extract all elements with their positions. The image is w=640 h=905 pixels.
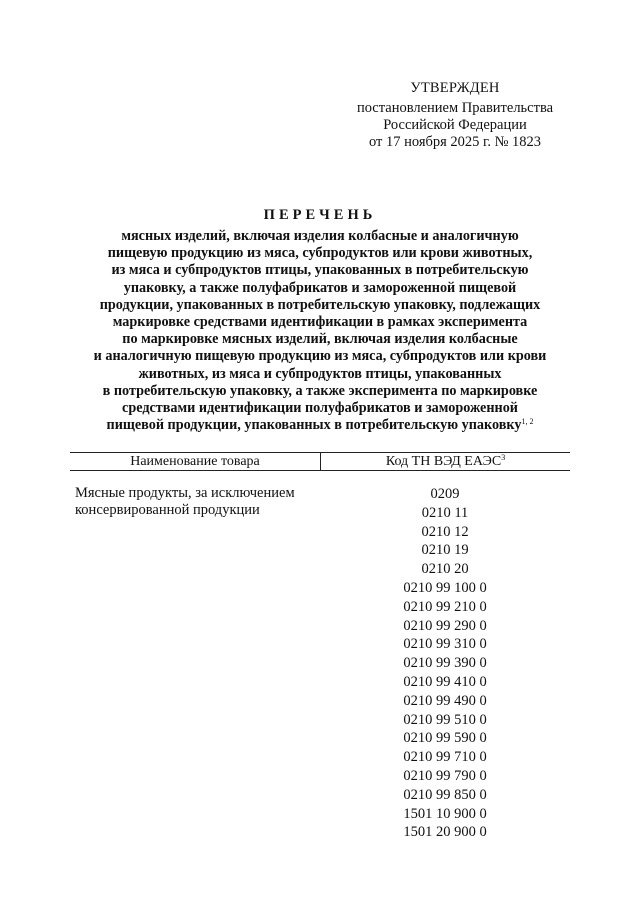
subtitle-line: и аналогичную пищевую продукцию из мяса, субпродуктов или крови xyxy=(93,348,547,365)
header-code-cell xyxy=(321,453,570,470)
approval-line-1: постановлением Правительства xyxy=(356,100,554,116)
subtitle-line: по маркировке мясных изделий, включая изделия колбасные xyxy=(122,331,518,348)
code-item: 0210 99 290 0 xyxy=(403,617,487,634)
code-item: 0210 99 490 0 xyxy=(403,692,487,709)
code-item: 0210 19 xyxy=(421,542,469,559)
subtitle-line: в потребительскую упаковку, а также эксперимента по маркировке xyxy=(102,382,538,399)
code-item: 0209 xyxy=(430,486,460,502)
header-code: Код ТН ВЭД ЕАЭС xyxy=(385,454,502,469)
product-name-line: консервированной продукции xyxy=(75,502,260,518)
code-item: 0210 20 xyxy=(421,561,469,578)
table-row-product-name xyxy=(75,485,325,519)
approval-stamp: УТВЕРЖДЕН xyxy=(410,80,500,96)
subtitle-line: из мяса и субпродуктов птицы, упакованных в потребительскую xyxy=(111,262,529,279)
code-item: 0210 99 210 0 xyxy=(403,598,487,615)
subtitle-line: пищевую продукцию из мяса, субпродуктов или крови животных, xyxy=(107,245,533,262)
subtitle-footnote-ref: 1, 2 xyxy=(521,417,534,427)
code-item: 0210 99 390 0 xyxy=(403,655,487,672)
subtitle-line: маркировке средствами идентификации в рамках эксперимента xyxy=(112,314,528,331)
header-product-name: Наименование товара xyxy=(70,453,321,470)
subtitle-line-last xyxy=(62,417,578,434)
table-row-code-list xyxy=(330,485,560,842)
table-header xyxy=(70,452,570,471)
code-item: 1501 10 900 0 xyxy=(403,805,487,822)
approval-line-2: Российской Федерации xyxy=(383,117,527,133)
product-name-line: Мясные продукты, за исключением xyxy=(75,485,295,501)
code-item: 0210 99 410 0 xyxy=(403,673,487,690)
code-item: 0210 99 590 0 xyxy=(403,730,487,747)
code-item: 0210 99 310 0 xyxy=(403,636,487,653)
header-code-footnote-ref: 3 xyxy=(501,453,506,462)
subtitle-line: средствами идентификации полуфабрикатов и замороженной xyxy=(122,400,518,417)
subtitle-line: продукции, упакованных в потребительскую упаковку, подлежащих xyxy=(99,296,541,313)
approval-line-3: от 17 ноября 2025 г. № 1823 xyxy=(368,134,542,150)
code-item: 0210 12 xyxy=(421,523,469,540)
subtitle-line: упаковку, а также полуфабрикатов и замороженной пищевой xyxy=(123,279,517,296)
code-item: 0210 99 710 0 xyxy=(403,749,487,766)
subtitle-line: животных, из мяса и субпродуктов птицы, упакованных xyxy=(138,365,502,382)
code-item: 0210 99 850 0 xyxy=(403,786,487,803)
code-item: 0210 99 790 0 xyxy=(403,767,487,784)
document-subtitle xyxy=(62,228,578,434)
code-item: 0210 11 xyxy=(421,504,469,521)
document-title: ПЕРЕЧЕНЬ xyxy=(263,207,377,223)
code-item: 1501 20 900 0 xyxy=(403,824,487,841)
subtitle-line: мясных изделий, включая изделия колбасные и аналогичную xyxy=(121,228,519,244)
approval-block xyxy=(345,80,565,151)
subtitle-line-text: пищевой продукции, упакованных в потребительскую упаковку xyxy=(106,417,522,434)
code-item: 0210 99 100 0 xyxy=(403,579,487,596)
code-item: 0210 99 510 0 xyxy=(403,711,487,728)
